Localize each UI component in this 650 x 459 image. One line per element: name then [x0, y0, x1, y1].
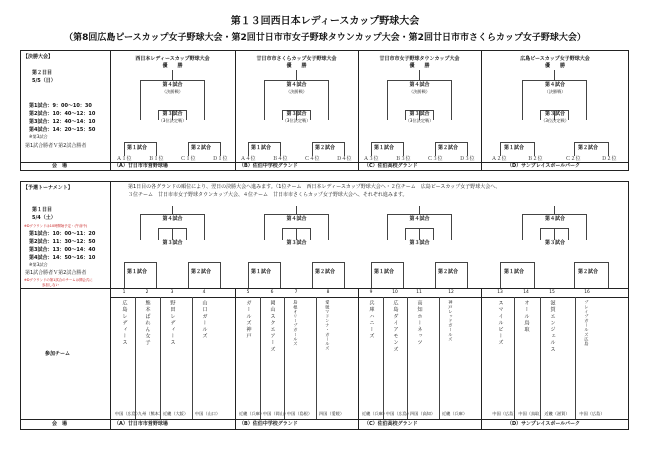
game-3-sub: （3位決定戦）	[158, 118, 187, 123]
game-4-label: 第４試合	[286, 82, 307, 88]
prelim-venue: （A）廿日市市営野球場	[114, 421, 168, 427]
team-name: 広島ダイアモンズ	[392, 300, 399, 353]
team-number: 12	[448, 290, 454, 295]
team-region: 近畿（滋賀）	[544, 411, 570, 416]
game-4-sub: （決勝戦）	[544, 89, 566, 94]
prelim-red-note: ※Dグラウンドは10時開始予定・(午前中)	[24, 224, 88, 228]
cup-title: 廿日市市さくらカップ女子野球大会	[256, 56, 337, 62]
seed-label: Ｂ４位	[272, 156, 288, 162]
team-number: 13	[497, 290, 503, 295]
team-number: 16	[584, 290, 590, 295]
game-3-sub: （3位決定戦）	[541, 118, 569, 123]
team-region: 中国（山口）	[194, 411, 221, 416]
cup-title: 廿日市市女子野球タウンカップ大会	[379, 56, 460, 62]
team-number: 15	[549, 290, 555, 295]
game-1-label: 第１試合	[127, 145, 148, 151]
team-region: 九州（熊本）	[137, 411, 164, 416]
team-region: 近畿（兵庫）	[238, 411, 265, 416]
prelim-venue: （D）サンプレイスボールパーク	[507, 421, 580, 427]
game-4-label: 第４試合	[162, 82, 183, 88]
prelim-game-time: 第2試合：11：30～12：50	[29, 239, 96, 245]
seed-label: Ａ２位	[491, 156, 507, 162]
prelim-note: 第1試合勝者Ｖ第2試合勝者	[25, 270, 87, 276]
team-number: 8	[326, 290, 330, 295]
team-name: 神戸レッドガールズ	[448, 300, 454, 342]
final-game-time: 第4試合：14：20～15：50	[29, 127, 96, 133]
game-1-label: 第１試合	[374, 145, 395, 151]
final-game-time: 第1試合：9：00～10：30	[29, 103, 92, 109]
seed-label: Ｃ２位	[565, 156, 581, 162]
game-4-sub: （決勝戦）	[286, 89, 307, 94]
prelim-venue-label: 会 場	[52, 421, 68, 427]
seed-label: Ｂ３位	[395, 156, 411, 162]
game-1-label: 第１試合	[127, 269, 148, 275]
cup-title: 西日本レディースカップ野球大会	[135, 56, 210, 62]
seed-label: Ｄ２位	[601, 156, 617, 162]
winner-label: 優 勝	[409, 63, 430, 69]
team-region: 中国（広島）	[114, 411, 141, 416]
teams-label: 参加チーム	[45, 351, 71, 357]
team-name: ブレイブガールズ広島	[584, 300, 590, 346]
game-1-label: 第１試合	[374, 269, 395, 275]
prelim-game-time: 第4試合：14：50～16：10	[29, 255, 96, 261]
team-name: 滋賀エンジェルス	[549, 300, 556, 353]
seed-label: Ａ４位	[240, 156, 256, 162]
prelim-notice: 第1日目の各グランドの順位により、翌日の決勝大会へ進みます。（1位チーム 西日本レディースカップ野球大会へ・２位チーム 広島ピースカップ女子野球大会へ、	[128, 184, 501, 190]
team-region: 四国（愛媛）	[318, 411, 345, 416]
prelim-day-label: 第１日目	[32, 207, 53, 213]
game-4-label: 第４試合	[544, 216, 565, 222]
game-4-label: 第４試合	[409, 82, 430, 88]
game-2-label: 第２試合	[191, 145, 212, 151]
game-3-label: 第３試合	[162, 111, 183, 117]
game-3-label: 第３試合	[162, 240, 183, 246]
final-round-label: 【決勝大会】	[23, 54, 54, 60]
team-region: 近畿（兵庫）	[441, 411, 468, 416]
team-number: 1	[122, 290, 126, 295]
team-number: 5	[246, 290, 250, 295]
game-1-label: 第１試合	[504, 269, 525, 275]
game-3-label: 第３試合	[544, 111, 565, 117]
team-name: 熊本ぱれん女子	[144, 300, 151, 347]
game-1-label: 第１試合	[251, 145, 272, 151]
game-3-label: 第３試合	[544, 240, 565, 246]
prelim-note: ※第3試合	[29, 262, 48, 267]
game-3-sub: （3位決定戦）	[405, 118, 434, 123]
game-4-label: 第４試合	[162, 216, 183, 222]
team-name: 高知ホーネッツ	[416, 300, 423, 347]
seed-label: Ｂ１位	[148, 156, 164, 162]
prelim-label: 【予選トーナメント】	[23, 185, 73, 191]
team-region: 中国（岡山）	[262, 411, 289, 416]
team-number: 14	[523, 290, 529, 295]
team-number: 7	[294, 290, 298, 295]
prelim-game-time: 第1試合：10：00～11：20	[29, 231, 96, 237]
team-number: 9	[369, 290, 373, 295]
venue-label: （A）廿日市市営野球場	[114, 163, 168, 169]
final-note: 第1試合勝者Ｖ第2試合勝者	[25, 143, 87, 149]
team-region: 中国（鳥取）	[518, 411, 544, 416]
game-2-label: 第２試合	[438, 145, 459, 151]
game-2-label: 第２試合	[315, 145, 336, 151]
team-name: 兵庫ハニーズ	[368, 300, 375, 340]
game-2-label: 第２試合	[191, 269, 212, 275]
game-1-label: 第１試合	[504, 145, 525, 151]
team-name: 野田レディース	[169, 300, 176, 347]
venue-label: （D）サンプレイスボールパーク	[507, 163, 580, 169]
final-date: 5/5（日）	[32, 78, 56, 84]
team-region: 近畿（兵庫）	[361, 411, 388, 416]
seed-label: Ｃ４位	[304, 156, 320, 162]
seed-label: Ａ１位	[116, 156, 132, 162]
team-region: 近畿（大阪）	[162, 411, 189, 416]
game-3-sub: （3位決定戦）	[282, 118, 311, 123]
game-2-label: 第２試合	[315, 269, 336, 275]
game-3-label: 第３試合	[409, 240, 430, 246]
prelim-notice: ３位チーム 廿日市市女子野球タウンカップ大会、４位チーム 廿日市市さくらカップ女子野球大会へ、それぞれ進みます。	[128, 192, 408, 198]
venue-label: （B）佐伯中学校グランド	[239, 163, 298, 169]
game-3-label: 第３試合	[409, 111, 430, 117]
winner-label: 優 勝	[286, 63, 307, 69]
team-region: 四国（高知）	[409, 411, 436, 416]
cup-title: 広島ピースカップ女子野球大会	[520, 56, 590, 62]
venue-label: （C）佐伯高校グランド	[364, 163, 418, 169]
final-day-label: 第２日目	[32, 70, 53, 76]
team-name: ガールズ神戸	[245, 300, 252, 340]
seed-label: Ｄ１位	[212, 156, 228, 162]
seed-label: Ｄ３位	[459, 156, 475, 162]
final-game-time: 第2試合：10：40～12：10	[29, 111, 96, 117]
team-number: 4	[202, 290, 206, 295]
team-number: 11	[416, 290, 422, 295]
team-name: 山口ガールズ	[201, 300, 208, 340]
game-2-label: 第２試合	[438, 269, 459, 275]
game-1-label: 第１試合	[251, 269, 272, 275]
winner-label: 優 勝	[162, 63, 183, 69]
final-venue-label: 会 場	[52, 163, 68, 169]
team-number: 2	[145, 290, 149, 295]
seed-label: Ａ３位	[363, 156, 379, 162]
team-region: 中国（広島）	[385, 411, 412, 416]
game-4-sub: （決勝戦）	[409, 89, 430, 94]
game-4-sub: （決勝戦）	[162, 89, 183, 94]
page-subtitle: （第8回広島ピースカップ女子野球大会・第2回廿日市市女子野球タウンカップ大会・第2回廿日市市さくらカップ女子野球大会）	[64, 33, 586, 43]
page-title: 第１３回西日本レディースカップ野球大会	[230, 16, 420, 27]
prelim-game-time: 第3試合：13：00～14：40	[29, 247, 96, 253]
game-4-label: 第４試合	[286, 216, 307, 222]
team-number: 3	[170, 290, 174, 295]
final-note: ※第3試合	[29, 134, 48, 139]
prelim-venue: （B）佐伯中学校グランド	[239, 421, 298, 427]
team-name: スマイルビーズ	[497, 300, 504, 347]
team-region: 中国（島根）	[286, 411, 313, 416]
prelim-red-note: ※Dグラウンドの第1試合のチームは開会式に	[24, 278, 93, 282]
team-region: 中国（広島）	[579, 411, 605, 416]
team-name: 広島レディース	[121, 300, 128, 347]
game-4-label: 第４試合	[544, 82, 565, 88]
game-2-label: 第２試合	[578, 269, 599, 275]
game-3-label: 第３試合	[286, 240, 307, 246]
final-game-time: 第3試合：12：40～14：10	[29, 119, 96, 125]
seed-label: Ｂ２位	[527, 156, 543, 162]
team-number: 10	[392, 290, 398, 295]
team-name: 愛媛マドンナ・ガールズ	[325, 300, 331, 351]
seed-label: Ｃ３位	[427, 156, 443, 162]
team-name: オール鳥取	[523, 300, 530, 333]
seed-label: Ｄ４位	[336, 156, 352, 162]
team-name: 岡山スクエアーズ	[269, 300, 276, 353]
prelim-date: 5/4（土）	[32, 215, 56, 221]
seed-label: Ｃ１位	[180, 156, 196, 162]
winner-label: 優 勝	[544, 63, 565, 69]
prelim-venue: （C）佐伯高校グランド	[364, 421, 418, 427]
game-3-label: 第３試合	[286, 111, 307, 117]
game-4-label: 第４試合	[409, 216, 430, 222]
team-number: 6	[270, 290, 274, 295]
game-2-label: 第２試合	[578, 145, 599, 151]
team-region: 中国（広島）	[492, 411, 518, 416]
team-name: 島根オリーブガールズ	[293, 300, 299, 346]
prelim-red-note: 参加しない	[42, 283, 59, 287]
